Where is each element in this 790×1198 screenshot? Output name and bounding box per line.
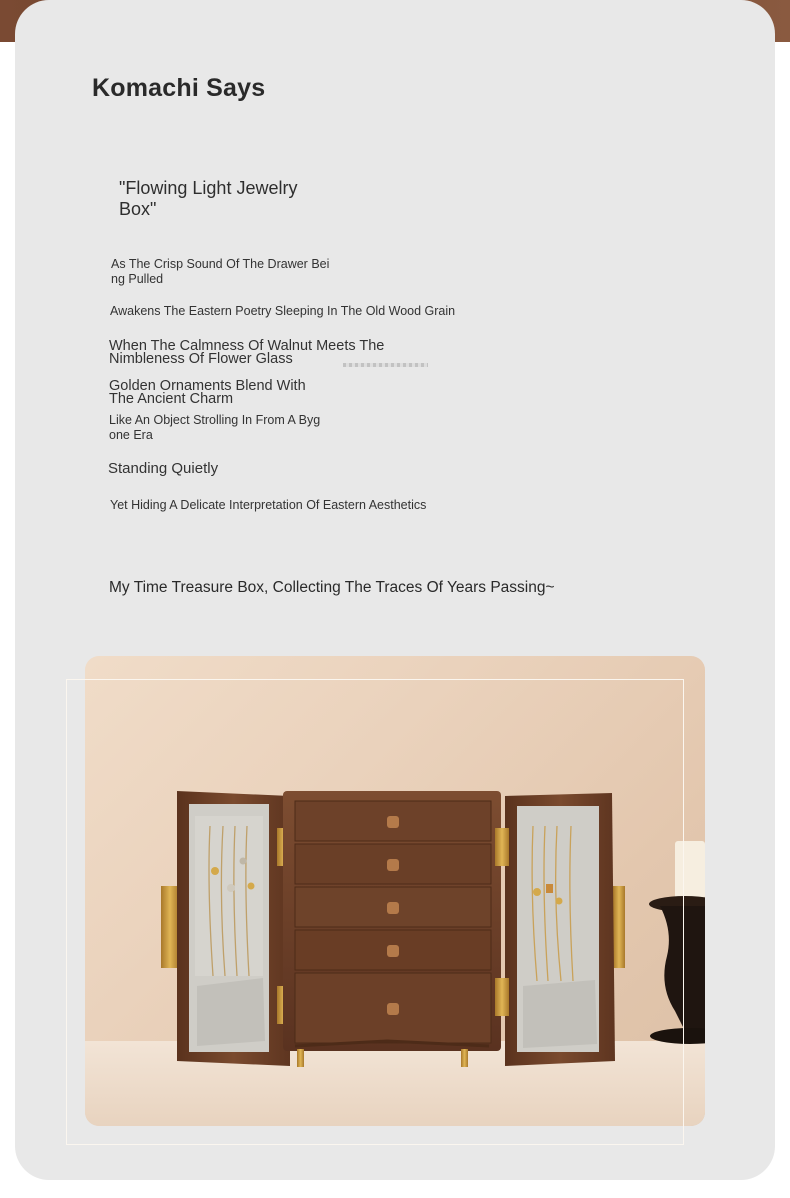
poem-line-4: Golden Ornaments Blend With The Ancient Charm	[109, 378, 306, 407]
decorative-dotted-mark	[343, 363, 428, 367]
product-quote: "Flowing Light Jewelry Box"	[119, 178, 298, 219]
poem-line-2: Awakens The Eastern Poetry Sleeping In The Old Wood Grain	[110, 304, 456, 318]
section-title: Komachi Says	[92, 74, 266, 102]
poem-line-1: As The Crisp Sound Of The Drawer Being Pulled	[111, 257, 330, 286]
poem-line-7: Yet Hiding A Delicate Interpretation Of Eastern Aesthetics	[110, 498, 427, 512]
poem-line-3: When The Calmness Of Walnut Meets The Nimbleness Of Flower Glass	[109, 338, 385, 367]
poem-line-5: Like An Object Strolling In From A Bygone Era	[109, 413, 321, 442]
poem-line-6: Standing Quietly	[108, 460, 219, 477]
poem-closing-line: My Time Treasure Box, Collecting The Traces Of Years Passing~	[109, 579, 555, 596]
photo-outline-frame	[66, 679, 684, 1145]
